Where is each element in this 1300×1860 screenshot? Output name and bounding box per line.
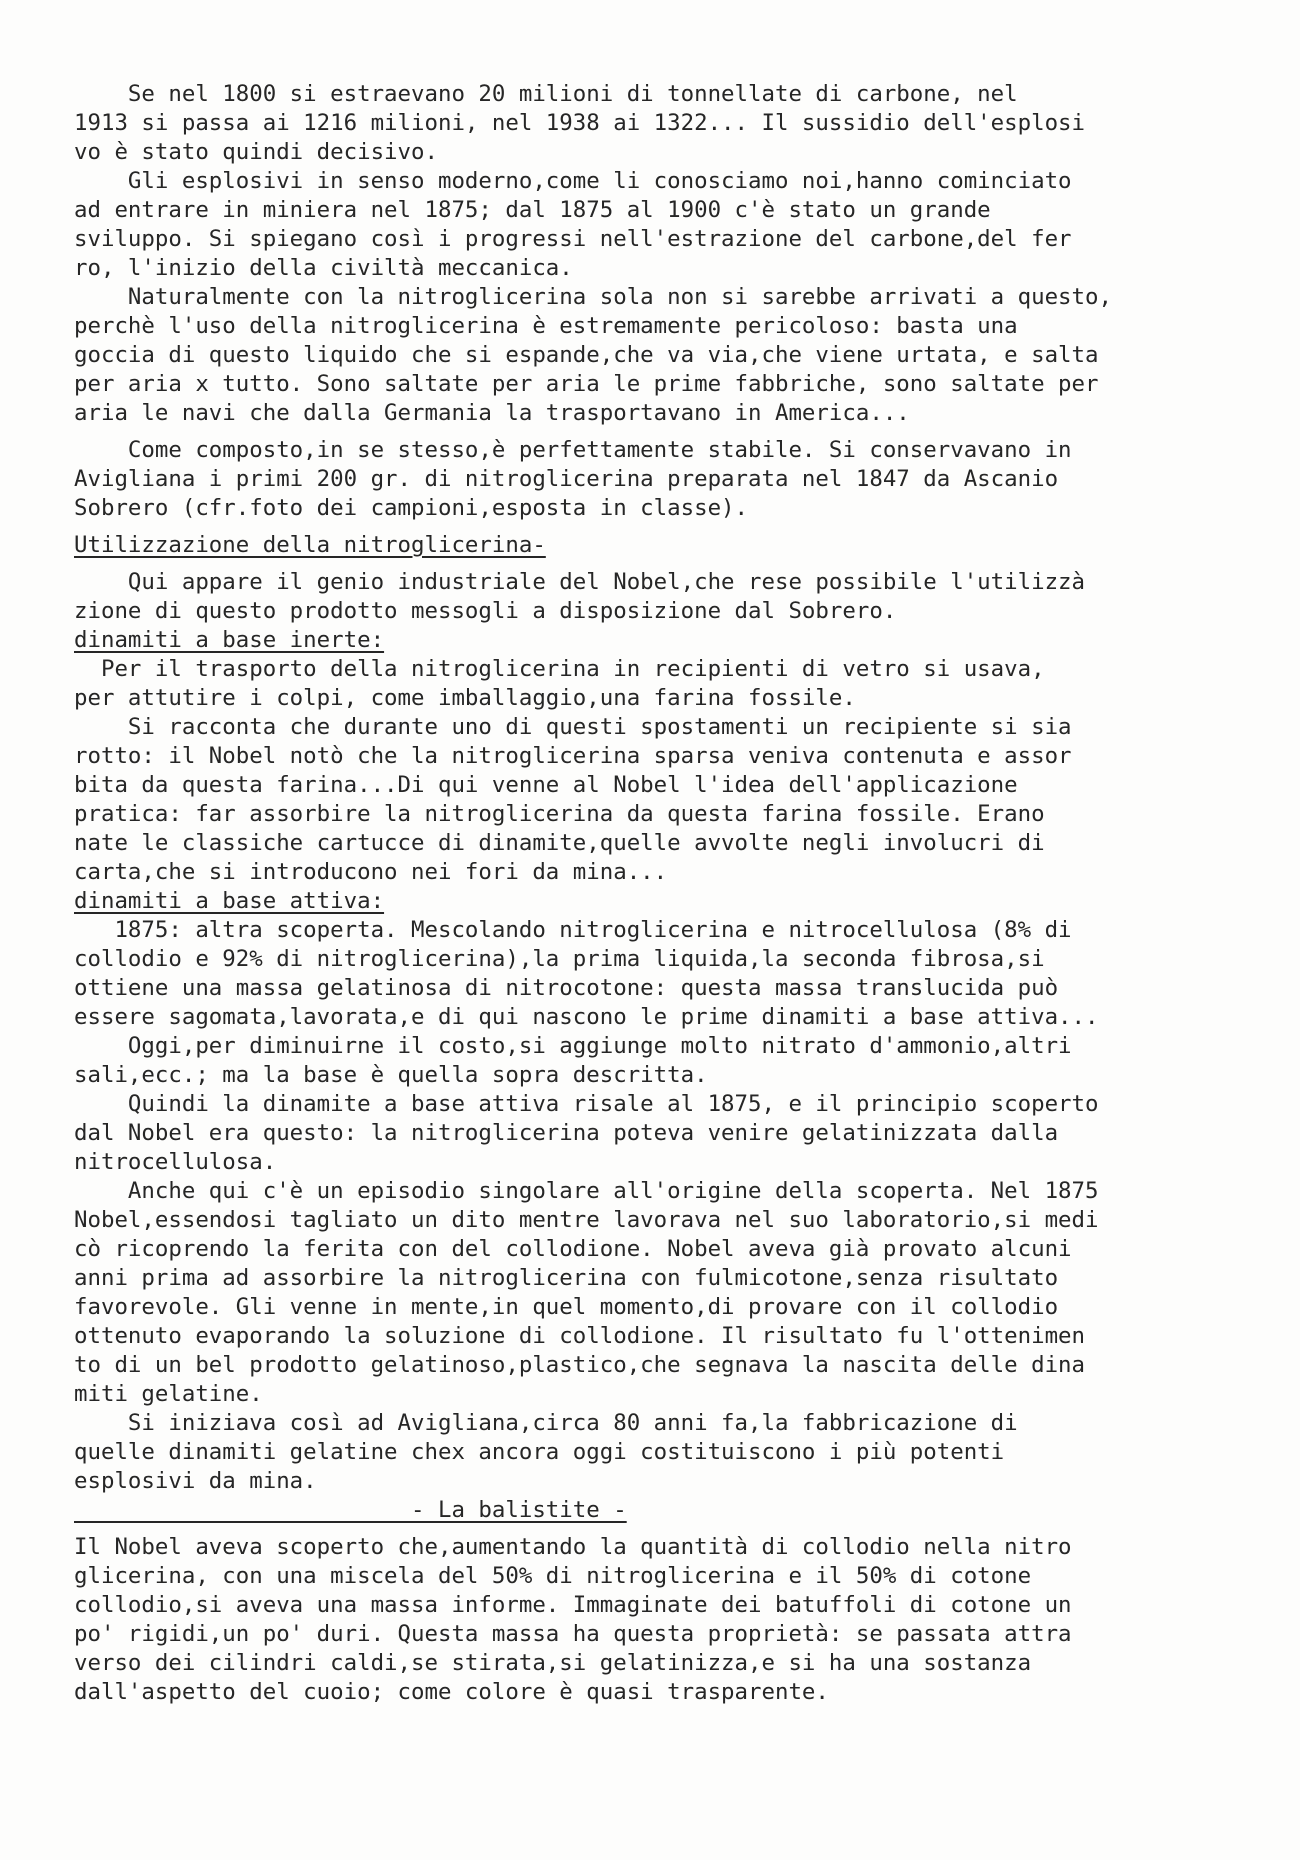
text-line: Oggi,per diminuirne il costo,si aggiunge molto nitrato d'ammonio,altri: [74, 1033, 1072, 1059]
text-line: zione di questo prodotto messogli a disposizione dal Sobrero.: [74, 598, 897, 624]
text-line: esplosivi da mina.: [74, 1468, 317, 1494]
text-line: Se nel 1800 si estraevano 20 milioni di tonnellate di carbone, nel: [74, 81, 1018, 107]
text-line: vo è stato quindi decisivo.: [74, 139, 438, 165]
text-line: goccia di questo liquido che si espande,che va via,che viene urtata, e salta: [74, 342, 1099, 368]
text-line: 1875: altra scoperta. Mescolando nitroglicerina e nitrocellulosa (8% di: [74, 917, 1072, 943]
text-line: miti gelatine.: [74, 1381, 263, 1407]
text-line: quelle dinamiti gelatine chex ancora oggi costituiscono i più potenti: [74, 1439, 1005, 1465]
text-line: nate le classiche cartucce di dinamite,quelle avvolte negli involucri di: [74, 830, 1045, 856]
text-line: Si iniziava così ad Avigliana,circa 80 anni fa,la fabbricazione di: [74, 1410, 1018, 1436]
text-line: aria le navi che dalla Germania la trasportavano in America...: [74, 400, 910, 426]
text-line: ottiene una massa gelatinosa di nitrocotone: questa massa translucida può: [74, 975, 1059, 1001]
text-line: essere sagomata,lavorata,e di qui nascono le prime dinamiti a base attiva...: [74, 1004, 1099, 1030]
text-line: Sobrero (cfr.foto dei campioni,esposta in classe).: [74, 495, 749, 521]
text-line: 1913 si passa ai 1216 milioni, nel 1938 ai 1322... Il sussidio dell'esplosi: [74, 110, 1086, 136]
text-line: pratica: far assorbire la nitroglicerina da questa farina fossile. Erano: [74, 801, 1045, 827]
text-line: po' rigidi,un po' duri. Questa massa ha questa proprietà: se passata attra: [74, 1621, 1072, 1647]
text-line: per attutire i colpi, come imballaggio,una farina fossile.: [74, 685, 856, 711]
subheading-dinamiti-attiva: dinamiti a base attiva:: [74, 888, 385, 914]
text-line: Avigliana i primi 200 gr. di nitroglicerina preparata nel 1847 da Ascanio: [74, 466, 1059, 492]
text-line: carta,che si introducono nei fori da mina...: [74, 859, 668, 885]
text-line: bita da questa farina...Di qui venne al Nobel l'idea dell'applicazione: [74, 772, 1018, 798]
subheading-dinamiti-inerte: dinamiti a base inerte:: [74, 627, 385, 653]
text-line: perchè l'uso della nitroglicerina è estremamente pericoloso: basta una: [74, 313, 1018, 339]
text-line: Anche qui c'è un episodio singolare all'origine della scoperta. Nel 1875: [74, 1178, 1099, 1204]
section-heading-balistite: - La balistite -: [74, 1497, 627, 1523]
text-line: rotto: il Nobel notò che la nitroglicerina sparsa veniva contenuta e assor: [74, 743, 1072, 769]
text-line: anni prima ad assorbire la nitroglicerina con fulmicotone,senza risultato: [74, 1265, 1059, 1291]
line-spacer: [74, 428, 1254, 436]
section-heading-utilizzazione: Utilizzazione della nitroglicerina-: [74, 532, 546, 558]
text-line: sviluppo. Si spiegano così i progressi nell'estrazione del carbone,del fer: [74, 226, 1072, 252]
text-line: Naturalmente con la nitroglicerina sola non si sarebbe arrivati a questo,: [74, 284, 1112, 310]
typewritten-text: [74, 80, 1254, 1707]
text-line: to di un bel prodotto gelatinoso,plastico,che segnava la nascita delle dina: [74, 1352, 1086, 1378]
text-line: Nobel,essendosi tagliato un dito mentre lavorava nel suo laboratorio,si medi: [74, 1207, 1099, 1233]
text-line: Il Nobel aveva scoperto che,aumentando la quantità di collodio nella nitro: [74, 1534, 1072, 1560]
text-line: Come composto,in se stesso,è perfettamente stabile. Si conservavano in: [74, 437, 1072, 463]
text-line: ro, l'inizio della civiltà meccanica.: [74, 255, 573, 281]
text-line: per aria x tutto. Sono saltate per aria le prime fabbriche, sono saltate per: [74, 371, 1099, 397]
text-line: collodio e 92% di nitroglicerina),la prima liquida,la seconda fibrosa,si: [74, 946, 1045, 972]
text-line: glicerina, con una miscela del 50% di nitroglicerina e il 50% di cotone: [74, 1563, 1032, 1589]
text-line: favorevole. Gli venne in mente,in quel momento,di provare con il collodio: [74, 1294, 1059, 1320]
line-spacer: [74, 560, 1254, 568]
text-line: Quindi la dinamite a base attiva risale al 1875, e il principio scoperto: [74, 1091, 1099, 1117]
text-line: verso dei cilindri caldi,se stirata,si gelatinizza,e si ha una sostanza: [74, 1650, 1032, 1676]
text-line: cò ricoprendo la ferita con del collodione. Nobel aveva già provato alcuni: [74, 1236, 1072, 1262]
text-line: Gli esplosivi in senso moderno,come li conosciamo noi,hanno cominciato: [74, 168, 1072, 194]
text-line: Per il trasporto della nitroglicerina in recipienti di vetro si usava,: [74, 656, 1045, 682]
text-line: nitrocellulosa.: [74, 1149, 277, 1175]
text-line: dal Nobel era questo: la nitroglicerina poteva venire gelatinizzata dalla: [74, 1120, 1059, 1146]
line-spacer: [74, 523, 1254, 531]
text-line: Qui appare il genio industriale del Nobel,che rese possibile l'utilizzà: [74, 569, 1086, 595]
text-line: ad entrare in miniera nel 1875; dal 1875 al 1900 c'è stato un grande: [74, 197, 991, 223]
text-line: dall'aspetto del cuoio; come colore è quasi trasparente.: [74, 1679, 829, 1705]
text-line: ottenuto evaporando la soluzione di collodione. Il risultato fu l'ottenimen: [74, 1323, 1086, 1349]
text-line: Si racconta che durante uno di questi spostamenti un recipiente si sia: [74, 714, 1072, 740]
text-line: sali,ecc.; ma la base è quella sopra descritta.: [74, 1062, 708, 1088]
line-spacer: [74, 1525, 1254, 1533]
text-line: collodio,si aveva una massa informe. Immaginate dei batuffoli di cotone un: [74, 1592, 1072, 1618]
